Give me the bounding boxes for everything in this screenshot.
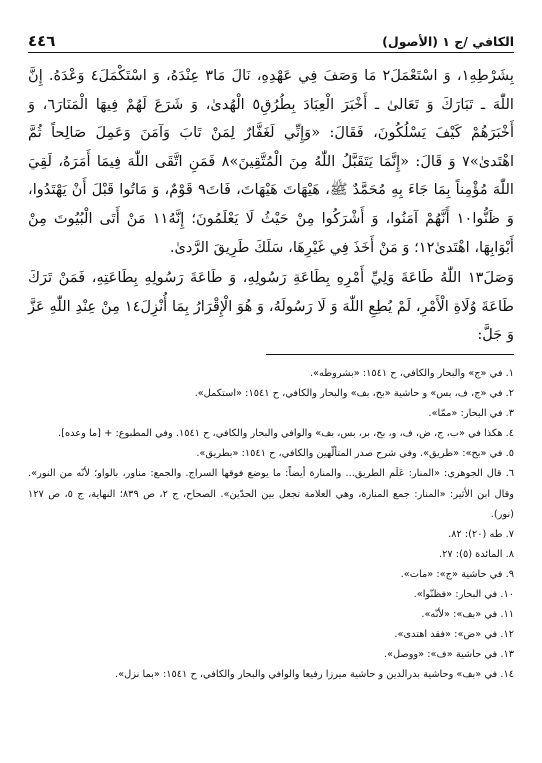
page-number: ٤٤٦ bbox=[28, 32, 56, 50]
footnotes bbox=[28, 364, 514, 686]
footnote: ١٤. في «بف» وحاشية بدرالدين و حاشية ميرزا رفيعا والوافي والبحار والكافي، ح ١٥٤١: «بما نزل». bbox=[115, 669, 514, 681]
footnote: ٨. المائدة (٥): ٢٧. bbox=[439, 548, 514, 560]
footnote: ١٣. في حاشية «ف»: «ووصل». bbox=[383, 649, 514, 661]
footnote-separator bbox=[266, 354, 514, 355]
footnote: ٤. هكذا في «ب، ج، ض، ف، و، بح، بر، بس، بف» والوافي والبحار والكافي، ح ١٥٤١. وفي المطبوع: + [ما وعده]. bbox=[58, 428, 514, 440]
footnote: ٥. في «بح»: «طريق». وفي شرح صدر المتألّهين والكافي، ح ١٥٤١: «بطريق». bbox=[196, 448, 514, 460]
main-text bbox=[28, 62, 514, 350]
footnote: ١١. في «بف»: «لأنّه». bbox=[421, 609, 514, 621]
footnote: ١. في «ج» والبحار والكافي، ح ١٥٤١: «بشروطه». bbox=[309, 368, 514, 379]
footnote: ٦. قال الجوهري: «المنار: عَلَم الطريق... والمنارة أيضاً: ما يوضع فوقها السراج. والجمع: مناور، بالواو؛ لأنّه من النور». وقال ابن الأثير: «المنار: جمع المنارة، وهي العلامة تجعل بين الحدّين». الصحاح، ج ٢، ص ٨٣٩؛ النهاية، ج ٥، ص ١٢٧ (نور). bbox=[28, 468, 514, 520]
footnote: ١٢. في «ض»: «فقد اهتدى». bbox=[394, 629, 514, 641]
footnote: ٩. في حاشية «ج»: «مات». bbox=[400, 568, 514, 580]
body-paragraph-1: بِشَرْطِهِ١، وَ اسْتَعْمَلَ٢ مَا وَصَفَ فِي عَهْدِهِ، نَالَ مَا٣ عِنْدَهُ، وَ اسْتَكْمَلَ٤ وَعْدَهُ. إِنَّ اللّٰهَ ـ تَبَارَكَ وَ تَعَالىٰ ـ أَخْبَرَ الْعِبَادَ بِطُرُقِ٥ الْهُدىٰ، وَ شَرَعَ لَهُمْ فِيهَا الْمَنَارَ٦، وَ أَخْبَرَهُمْ كَيْفَ يَسْلُكُونَ، فَقَالَ: «وَإِنِّي لَغَفَّارٌ لِمَنْ تَابَ وَآمَنَ وَعَمِلَ صَالِحاً ثُمَّ اهْتَدىٰ»٧ وَ قَالَ: «إِنَّمَا يَتَقَبَّلُ اللّٰهُ مِنَ الْمُتَّقِينَ»٨ فَمَنِ اتَّقَى اللّٰهَ فِيمَا أَمَرَهُ، لَقِيَ اللّٰهَ مُؤْمِناً بِمَا جَاءَ بِهِ مُحَمَّدٌ ﷺ، هَيْهَاتَ هَيْهَاتَ، فَاتَ٩ قَوْمٌ، وَ مَاتُوا قَبْلَ أَنْ يَهْتَدُوا، وَ ظَنُّوا١٠ أَنَّهُمْ آمَنُوا، وَ أَشْرَكُوا مِنْ حَيْثُ لَا يَعْلَمُونَ؛ إِنَّهُ١١ مَنْ أَتَى الْبُيُوتَ مِنْ أَبْوَابِهَا، اهْتَدىٰ١٢؛ وَ مَنْ أَخَذَ فِي غَيْرِهَا، سَلَكَ طَرِيقَ الرَّدىٰ. bbox=[28, 67, 514, 256]
footnote: ١٠. في البحار: «فظنّوا». bbox=[413, 589, 514, 601]
footnote: ٢. في «ج، ف، بس» و حاشية «بح، بف» والبحار والكافي، ح ١٥٤١: «استكمل». bbox=[194, 388, 514, 400]
running-title: الكافي /ج ١ (الأصول) bbox=[382, 34, 514, 49]
body-paragraph-2: وَصَلَ١٣ اللّٰهُ طَاعَةَ وَلِيِّ أَمْرِهِ بِطَاعَةِ رَسُولِهِ، وَ طَاعَةَ رَسُولِهِ بِطَاعَتِهِ، فَمَنْ تَرَكَ طَاعَةَ وُلَاةِ الْأَمْرِ، لَمْ يُطِعِ اللّٰهَ وَ لَا رَسُولَهُ، وَ هُوَ الْإِقْرَارُ بِمَا أُنْزِلَ١٤ مِنْ عِنْدِ اللّٰهِ عَزَّ وَ جَلَّ: bbox=[28, 269, 515, 344]
footnote: ٣. في البحار: «ممّا». bbox=[428, 408, 514, 420]
footnote: ٧. طه (٢٠): ٨٢. bbox=[448, 528, 514, 540]
page-header bbox=[28, 20, 514, 53]
